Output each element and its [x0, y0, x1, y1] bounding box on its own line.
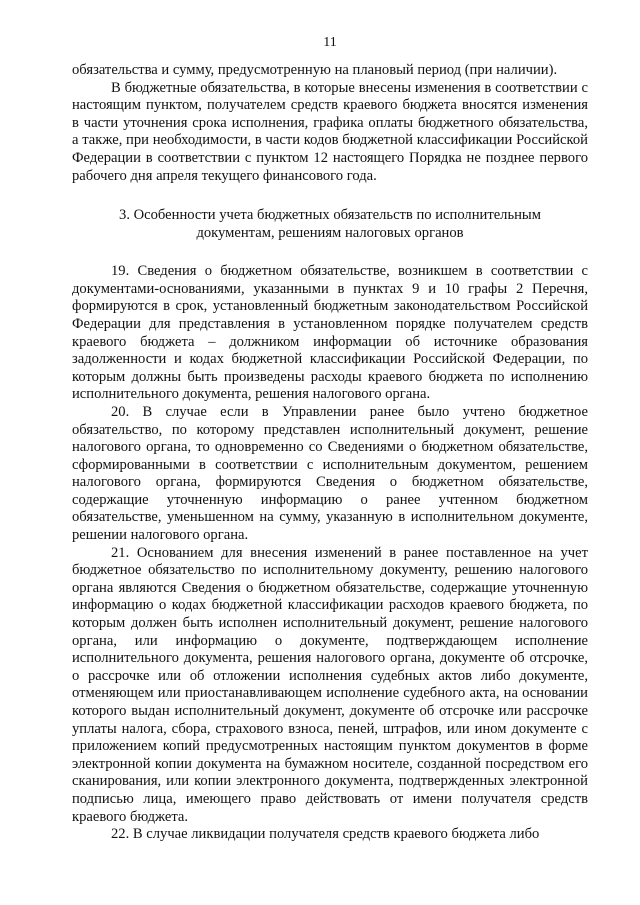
- paragraph-budget-obligations-changes: В бюджетные обязательства, в которые внесены изменения в соответствии с настоящим пунктом, получателем средств краевого бюджета вносятся изменения в части уточнения срока исполнения, графика оплаты бюджетного обязательства, а также, при необходимости, в части кодов бюджетной классификации Российской Федерации в соответствии с пунктом 12 настоящего Порядка не позднее первого рабочего дня апреля текущего финансового года.: [72, 79, 588, 184]
- page-number: 11: [323, 35, 337, 50]
- paragraph-20: 20. В случае если в Управлении ранее было учтено бюджетное обязательство, по которому представлен исполнительный документ, решение налогового органа, то одновременно со Сведениями о бюджетном обязательстве, сформированными в соответствии с исполнительным документом, решением налогового органа, формируются Сведения о бюджетном обязательстве, содержащие уточненную информацию о ранее учтенном бюджетном обязательстве, уменьшенном на сумму, указанную в исполнительном документе, решении налогового органа.: [72, 403, 588, 544]
- section-heading: [72, 206, 588, 242]
- section-heading-line-2: документам, решениям налоговых органов: [196, 225, 464, 242]
- section-heading-line-1: 3. Особенности учета бюджетных обязательств по исполнительным: [119, 207, 541, 224]
- paragraph-continuation: обязательства и сумму, предусмотренную на плановый период (при наличии).: [72, 62, 558, 78]
- paragraph-22: 22. В случае ликвидации получателя средств краевого бюджета либо: [111, 826, 540, 843]
- paragraph-19: 19. Сведения о бюджетном обязательстве, возникшем в соответствии с документами-основаниями, указанными в пунктах 9 и 10 графы 2 Перечня, формируются в срок, установленный бюджетным законодательством Российской Федерации для представления в установленном порядке получателем средств краевого бюджета – должником информации об источнике образования задолженности и кодах бюджетной классификации Российской Федерации, по которым должны быть произведены расходы краевого бюджета по исполнению исполнительного документа, решения налогового органа.: [72, 263, 588, 403]
- document-page: [72, 34, 588, 844]
- paragraph-21: 21. Основанием для внесения изменений в ранее поставленное на учет бюджетное обязательство по исполнительному документу, решению налогового органа являются Сведения о бюджетном обязательстве, содержащие уточненную информацию о кодах бюджетной классификации расходов краевого бюджета, по которым должен быть исполнен исполнительный документ, решение налогового органа, или информацию о документе, подтверждающем исполнение исполнительного документа, решения налогового органа, документе об отсрочке, о рассрочке или об отложении исполнения судебных актов либо документе, отменяющем или приостанавливающем исполнение судебного акта, на основании которого выдан исполнительный документ, документе об отсрочке или рассрочке уплаты налога, сбора, страхового взноса, пеней, штрафов, или ином документе с приложением копий предусмотренных настоящим пунктом документов в форме электронной копии документа на бумажном носителе, созданной посредством его сканирования, или копии электронного документа, подтвержденных электронной подписью лица, имеющего право действовать от имени получателя средств краевого бюджета.: [72, 544, 588, 825]
